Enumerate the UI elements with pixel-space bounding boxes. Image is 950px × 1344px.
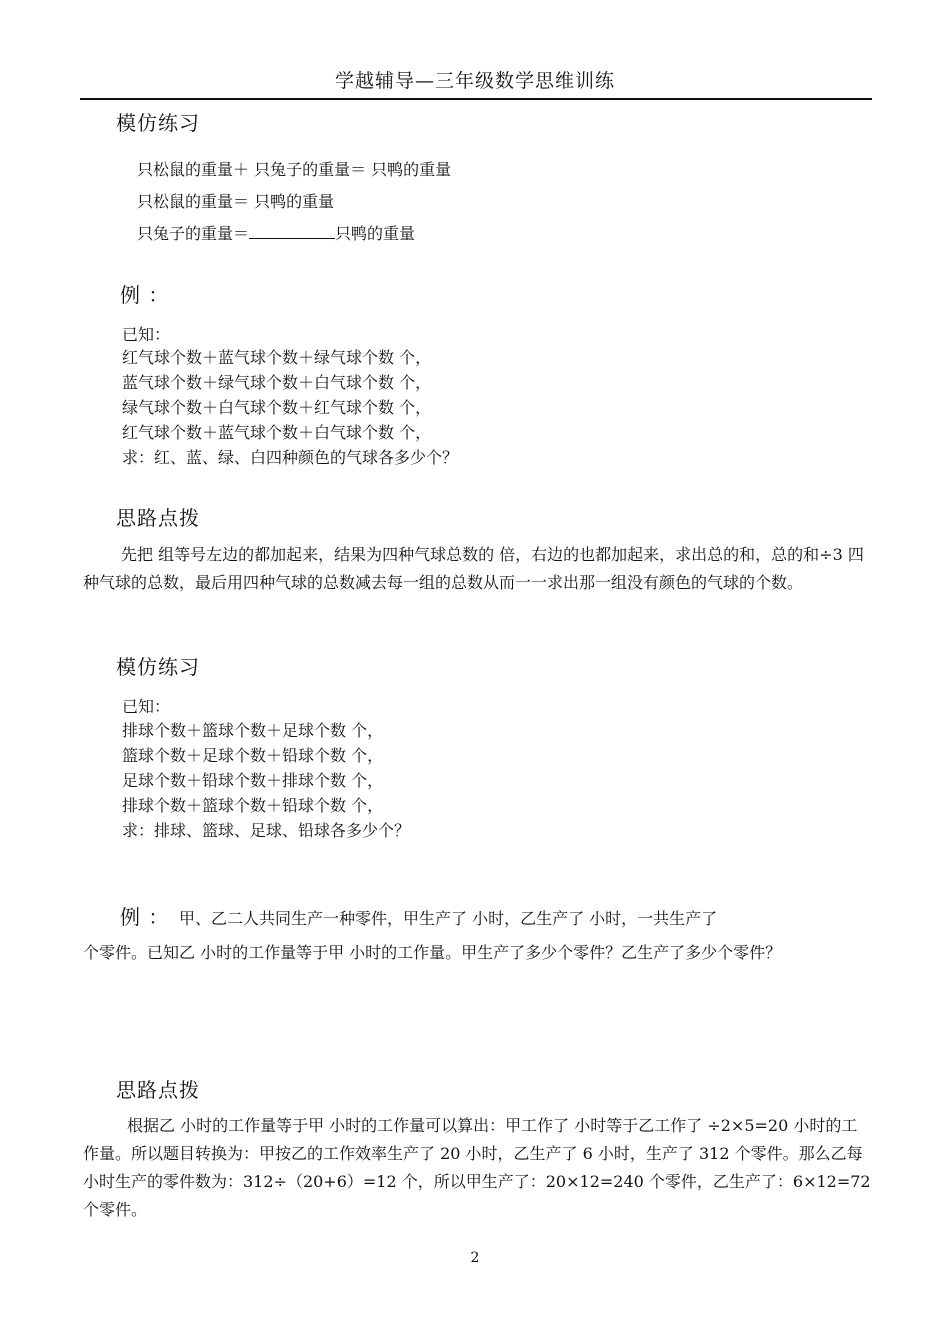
example-1-title: 例 ： (120, 283, 170, 307)
practice-1-line-3-right: 只鸭的重量 (335, 224, 416, 243)
page-number: 2 (470, 1250, 480, 1266)
practice-2-line-3: 足球个数＋铅球个数＋排球个数 个， (122, 771, 384, 790)
example-1-line-2: 蓝气球个数＋绿气球个数＋白气球个数 个， (122, 373, 432, 392)
practice-2-question: 求：排球、篮球、足球、铅球各多少个？ (122, 821, 411, 840)
hint-2-text: 根据乙 小时的工作量等于甲 小时的工作量可以算出：甲工作了 小时等于乙工作了 ÷2×5=20 小时的工作量。所以题目转换为：甲按乙的工作效率生产了 20 小时，乙生产了 6 小时，生产了 312 个零件。那么乙每小时生产的零件数为：312÷（20+6）=12 个，所以甲生产了：20×12=240 个零件，乙生产了：6×12=72 个零件。 (83, 1116, 871, 1219)
example-2-first-line: 甲、乙二人共同生产一种零件，甲生产了 小时，乙生产了 小时，一共生产了 (179, 909, 718, 928)
practice-2-line-1: 排球个数＋篮球个数＋足球个数 个， (122, 721, 384, 740)
example-1-question: 求：红、蓝、绿、白四种颜色的气球各多少个？ (122, 448, 459, 467)
example-1-line-4: 红气球个数＋蓝气球个数＋白气球个数 个， (122, 423, 432, 442)
header-rule (80, 98, 872, 100)
example-1-known: 已知： (122, 325, 171, 344)
practice-1-line-1: 只松鼠的重量＋ 只兔子的重量＝ 只鸭的重量 (137, 160, 452, 179)
example-1-line-3: 绿气球个数＋白气球个数＋红气球个数 个， (122, 398, 432, 417)
practice-2-line-2: 篮球个数＋足球个数＋铅球个数 个， (122, 746, 384, 765)
practice-1-line-3 (137, 221, 415, 244)
practice-1-line-2: 只松鼠的重量＝ 只鸭的重量 (137, 192, 335, 211)
practice-1-line-3-left: 只兔子的重量＝ (137, 224, 250, 243)
example-2-text: 个零件。已知乙 小时的工作量等于甲 小时的工作量。甲生产了多少个零件？乙生产了多少个零件？ (83, 943, 782, 962)
hint-2-title: 思路点拨 (116, 1078, 200, 1102)
fill-blank-line (249, 222, 335, 239)
page-header: 学越辅导—三年级数学思维训练 (334, 70, 615, 92)
hint-1-text: 先把 组等号左边的都加起来，结果为四种气球总数的 倍，右边的也都加起来，求出总的和，总的和÷3 四种气球的总数，最后用四种气球的总数减去每一组的总数从而一一求出那一组没有颜色的气球的个数。 (83, 545, 864, 592)
example-1-line-1: 红气球个数＋蓝气球个数＋绿气球个数 个， (122, 348, 432, 367)
practice-2-known: 已知： (122, 697, 171, 716)
section-title-practice-2: 模仿练习 (116, 655, 200, 679)
example-2-title: 例 ： (120, 905, 170, 929)
section-title-practice-1: 模仿练习 (116, 111, 200, 135)
hint-1-title: 思路点拨 (116, 506, 200, 530)
practice-2-line-4: 排球个数＋篮球个数＋铅球个数 个， (122, 796, 384, 815)
